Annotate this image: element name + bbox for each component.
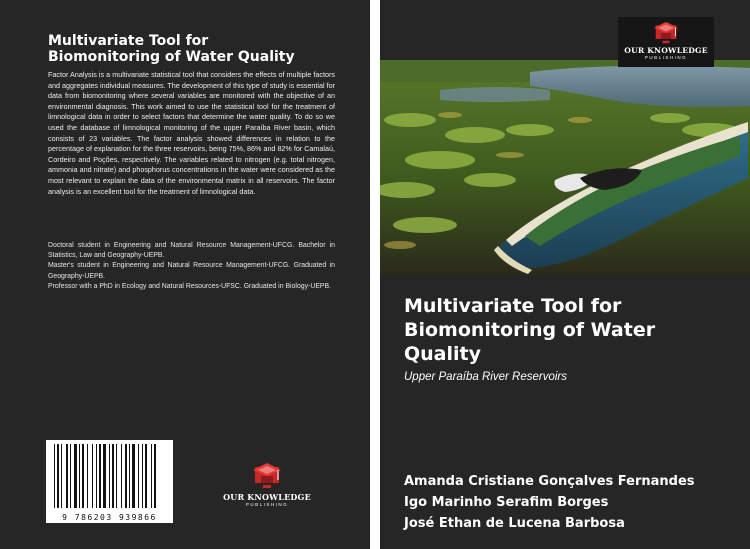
front-cover [380, 0, 750, 549]
back-title-line: Multivariate Tool for [48, 33, 209, 49]
author-name: Amanda Cristiane Gonçalves Fernandes [404, 474, 695, 489]
author-bios [48, 241, 335, 292]
back-cover [0, 0, 370, 549]
author-list [404, 471, 744, 534]
publisher-sub: PUBLISHING [644, 55, 688, 60]
back-title-line: Biomonitoring of Water Quality [48, 49, 295, 65]
abstract-text: Factor Analysis is a multivariate statistical tool that considers the effects of multiple factors and aggregates individual measures. The development of this type of study is essential for data from biomonitoring where several variables are monitored with the objective of an environmental diagnosis. This work aimed to use the statistical tool for the treatment of limnological data in order to select factors that determine the water quality. To do so we used the database of limnological monitoring of the upper Paraíba River basin, which consists of 23 variables. The factor analysis showed differences in relation to the percentage of explanation for the three reservoirs, being 75%, 86% and 82% for Camalaú, Cordeiro and Poções, respectively. The variables related to nitrogen (e.g. total nitrogen, ammonia and nitrate) and phosphorus concentrations in the water were considered as the most relevant to explain the data of the environmental matrix in all reservoirs. The factor analysis is an excellent tool for the treatment of limnological data. [48, 70, 335, 196]
graduation-cap-icon [652, 21, 680, 45]
front-title-line: Quality [404, 343, 481, 365]
barcode-bars [50, 444, 169, 510]
author-bio: Master's student in Engineering and Natural Resource Management-UFCG. Graduated in Geography-UEPB. [48, 262, 335, 280]
front-cover-title [404, 294, 734, 366]
author-name: Igo Marinho Serafim Borges [404, 495, 609, 510]
publisher-logo [222, 462, 312, 507]
author-bio: Professor with a PhD in Ecology and Natural Resources-UFSC. Graduated in Biology-UEPB. [48, 282, 332, 290]
graduation-cap-icon [252, 462, 282, 490]
publisher-sub: PUBLISHING [245, 502, 289, 507]
publisher-name: OUR KNOWLEDGE [223, 492, 311, 502]
front-cover-subtitle: Upper Paraíba River Reservoirs [404, 371, 567, 383]
author-bio: Doctoral student in Engineering and Natural Resource Management-UFCG. Bachelor in Statistics, Law and Geography-UEPB. [48, 242, 335, 260]
publisher-logo [618, 21, 714, 60]
back-cover-title [48, 33, 348, 65]
author-name: José Ethan de Lucena Barbosa [404, 516, 625, 531]
boat-on-lake-shore-photo [380, 60, 750, 275]
isbn-barcode [46, 440, 173, 523]
spine [370, 0, 380, 549]
front-title-line: Biomonitoring of Water [404, 319, 656, 341]
front-title-line: Multivariate Tool for [404, 295, 622, 317]
isbn-number: 9 786203 939866 [62, 513, 157, 522]
publisher-logo-box [618, 17, 714, 67]
publisher-name: OUR KNOWLEDGE [624, 46, 708, 55]
